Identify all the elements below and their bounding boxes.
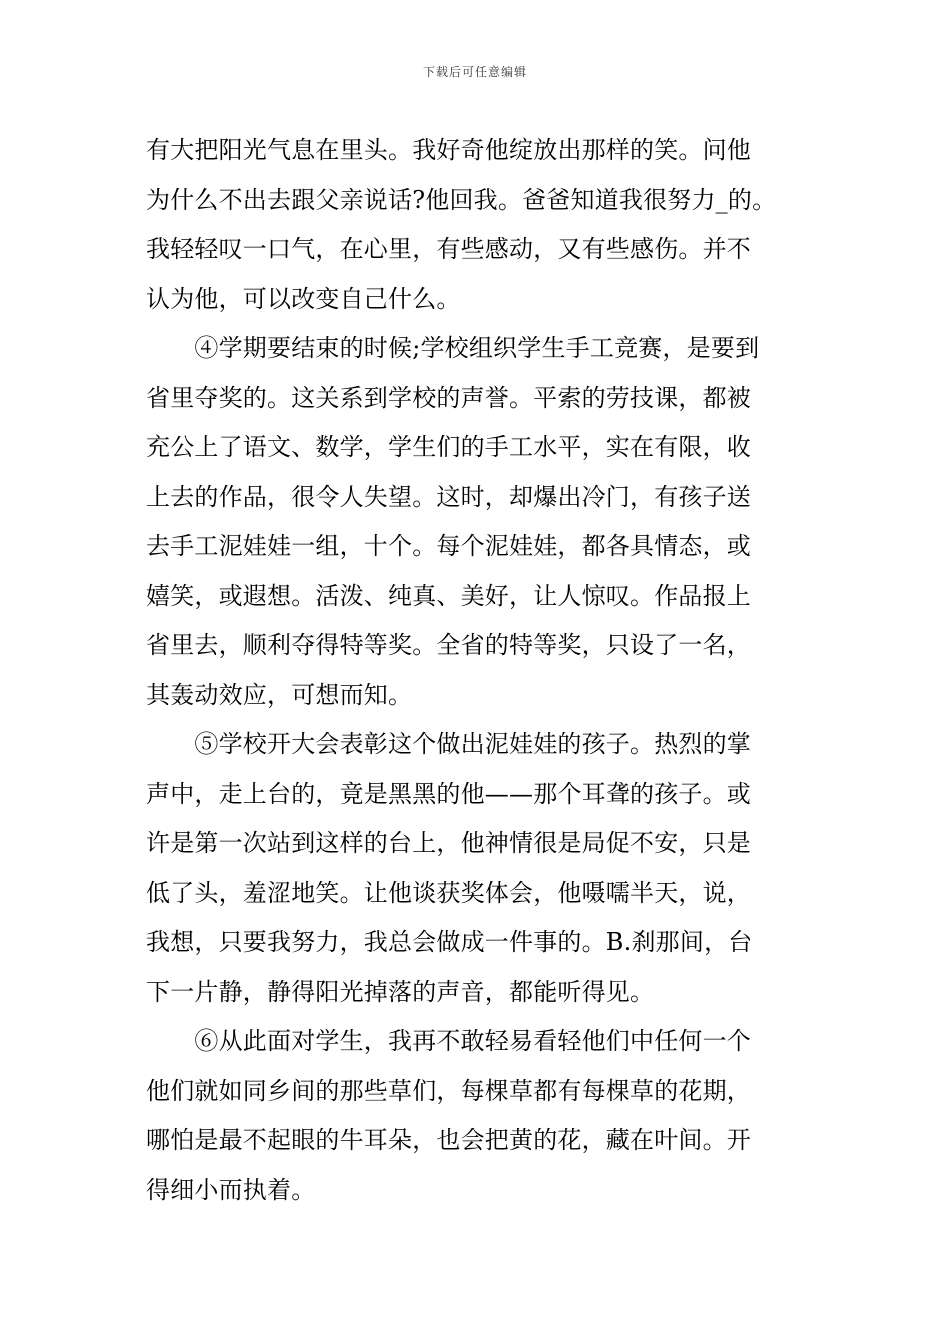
text-line: ⑤学校开大会表彰这个做出泥娃娃的孩子。热烈的掌: [146, 730, 751, 758]
text-line: 下一片静，静得阳光掉落的声音，都能听得见。: [146, 977, 655, 1006]
text-line: 嬉笑，或遐想。活泼、纯真、美好，让人惊叹。作品报上: [146, 581, 751, 610]
text-line: 认为他，可以改变自己什么。: [146, 284, 461, 313]
text-line: 哪怕是最不起眼的牛耳朵，也会把黄的花，藏在叶间。开: [146, 1126, 751, 1154]
text-line: 为什么不出去跟父亲说话?他回我。爸爸知道我很努力_的。: [146, 185, 777, 214]
text-line: 上去的作品，很令人失望。这时，却爆出冷门，有孩子送: [146, 482, 751, 511]
text-line: 省里去，顺利夺得特等奖。全省的特等奖，只设了一名，: [146, 631, 751, 659]
text-line: 声中，走上台的，竟是黑黑的他——那个耳聋的孩子。或: [146, 779, 751, 808]
body-text: [146, 126, 816, 1215]
text-line: 省里夺奖的。这关系到学校的声誉。平索的劳技课，都被: [146, 383, 751, 412]
text-line: 低了头，羞涩地笑。让他谈获奖体会，他嗫嚅半天，说，: [146, 878, 751, 907]
text-line: 去手工泥娃娃一组，十个。每个泥娃娃，都各具情态，或: [146, 532, 751, 560]
text-line: 他们就如同乡间的那些草们，每棵草都有每棵草的花期，: [146, 1076, 751, 1105]
text-line: 充公上了语文、数学，学生们的手工水平，实在有限，收: [146, 433, 751, 461]
page-header: 下载后可任意编辑: [422, 65, 527, 79]
text-line: 我轻轻叹一口气，在心里，有些感动，又有些感伤。并不: [146, 235, 751, 263]
text-line: ⑥从此面对学生，我再不敢轻易看轻他们中任何一个: [146, 1027, 751, 1055]
text-line: 得细小而执着。: [146, 1175, 316, 1204]
text-line: 其轰动效应，可想而知。: [146, 680, 413, 709]
text-line: ④学期要结束的时候;学校组织学生手工竞赛，是要到: [146, 334, 760, 362]
text-line: 我想，只要我努力，我总会做成一件事的。B.刹那间，台: [146, 928, 753, 956]
text-line: 有大把阳光气息在里头。我好奇他绽放出那样的笑。问他: [146, 136, 751, 164]
text-line: 许是第一次站到这样的台上，他神情很是局促不安，只是: [146, 829, 751, 857]
